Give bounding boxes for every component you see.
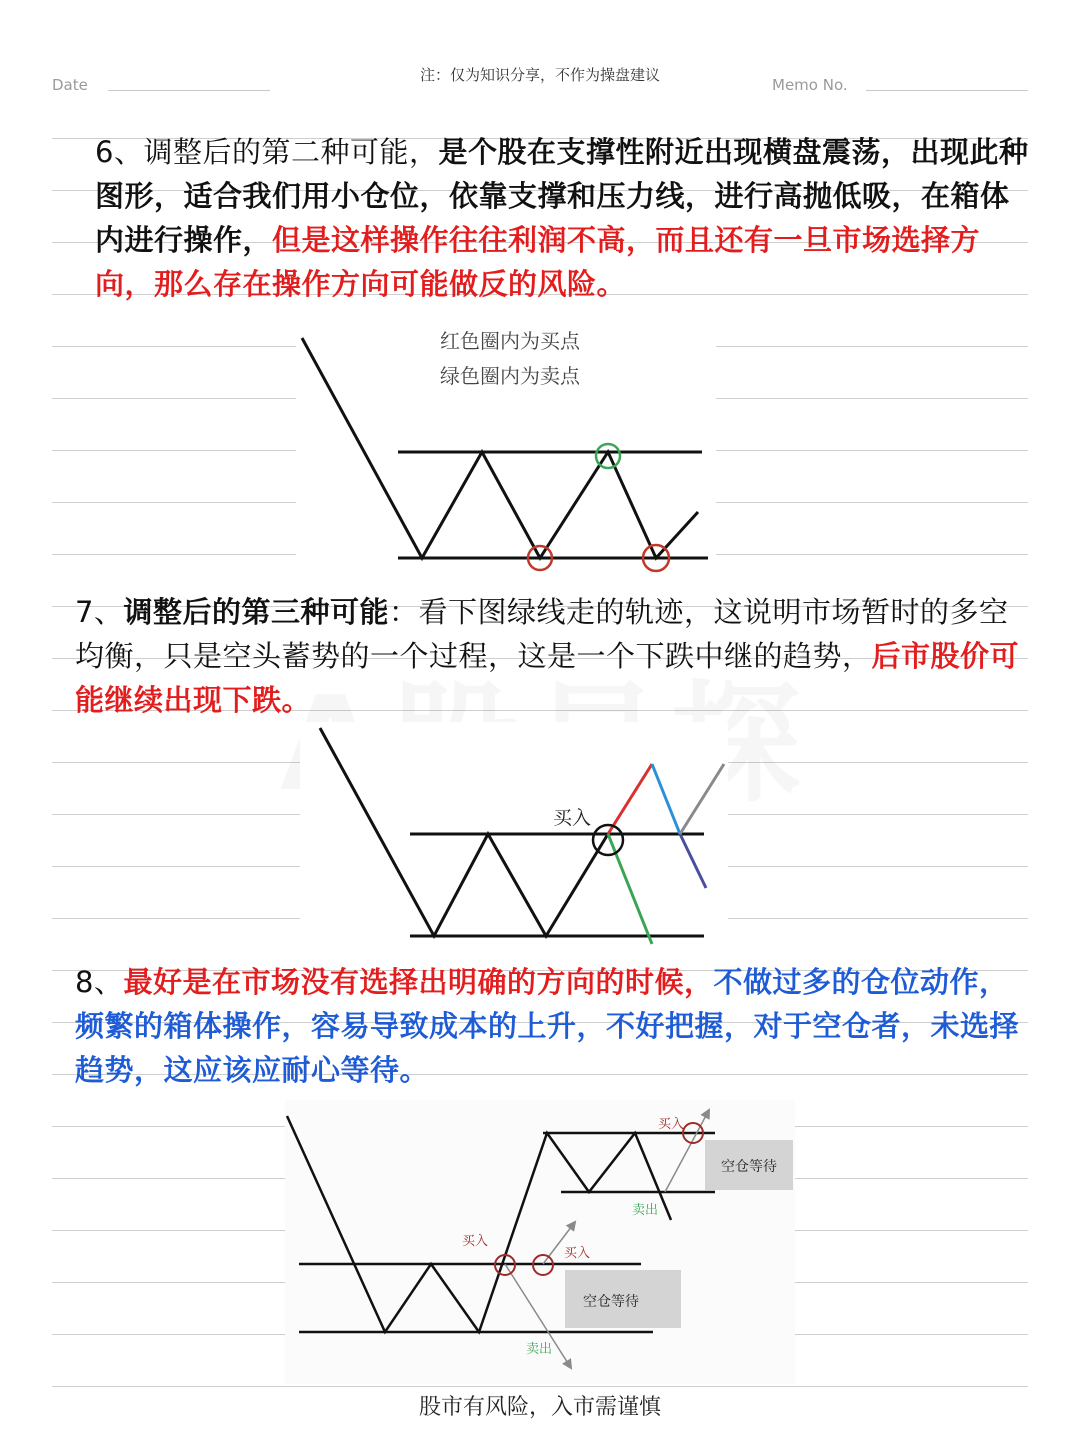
section-8-number: 8、 xyxy=(75,965,124,999)
figure-breakout-svg xyxy=(285,1100,795,1384)
figure-continuation-svg xyxy=(300,722,728,952)
section-8-blue: 不做过多的仓位动作，频繁的箱体操作，容易导致成本的上升，不好把握，对于空仓者，未选择趋势，这应该应耐心等待。 xyxy=(75,965,1020,1087)
section-8-text xyxy=(75,960,1025,1092)
wait-label-upper: 空仓等待 xyxy=(721,1159,777,1175)
sell-point-circle xyxy=(596,444,620,468)
disclaimer: 注：仅为知识分享，不作为操盘建议 xyxy=(419,66,660,84)
red-path-up xyxy=(608,764,652,834)
section-6-number: 6、 xyxy=(95,135,144,169)
green-path-down xyxy=(608,834,652,944)
gray-path-up xyxy=(680,764,724,834)
buy-label-1: 买入 xyxy=(461,1234,489,1249)
section-6-text xyxy=(95,130,1030,306)
date-label: Date xyxy=(52,76,88,94)
buy-circle xyxy=(593,825,623,855)
blue-path-continue xyxy=(680,834,706,888)
section-6-bold: 是个股在支撑性附近出现横盘震荡，出现此种图形，适合我们用小仓位，依靠支撑和压力线，进行高抛低吸，在箱体内进行操作， xyxy=(95,135,1029,257)
buy-label-2: 买入 xyxy=(563,1246,591,1261)
memo-label: Memo No. xyxy=(772,76,848,94)
risk-footer: 股市有风险，入市需谨慎 xyxy=(418,1395,661,1420)
buy-label-3: 买入 xyxy=(657,1117,685,1132)
section-7-text xyxy=(75,590,1025,722)
figure1-caption-2: 绿色圈内为卖点 xyxy=(440,364,580,388)
figure-box-breakout xyxy=(285,1100,795,1384)
figure-box-consolidation xyxy=(296,316,716,582)
figure-box-continuation xyxy=(300,722,728,952)
section-6-lead: 调整后的第二种可能， xyxy=(143,135,439,169)
sell-label-upper: 卖出 xyxy=(631,1203,659,1218)
wait-label-lower: 空仓等待 xyxy=(583,1294,639,1310)
section-7-bold: 调整后的第三种可能 xyxy=(123,595,389,629)
buy-label: 买入 xyxy=(552,807,592,829)
section-7-number: 7、 xyxy=(75,595,124,629)
sell-label-lower: 卖出 xyxy=(525,1342,553,1357)
section-8-red: 最好是在市场没有选择出明确的方向的时候， xyxy=(123,965,714,999)
memo-underline xyxy=(866,90,1028,91)
section-7-red: 后市股价可能继续出现下跌。 xyxy=(75,639,1020,717)
date-underline xyxy=(108,90,270,91)
figure1-caption-1: 红色圈内为买点 xyxy=(440,329,580,353)
blue-path-down xyxy=(652,764,680,834)
figure-consolidation-svg xyxy=(296,316,716,582)
section-7-normal: ：看下图绿线走的轨迹，这说明市场暂时的多空均衡，只是空头蓄势的一个过程，这是一个下跌中继的趋势， xyxy=(75,595,1009,673)
section-6-red: 但是这样操作往往利润不高，而且还有一旦市场选择方向，那么存在操作方向可能做反的风险。 xyxy=(95,223,981,301)
price-zigzag xyxy=(320,728,608,936)
